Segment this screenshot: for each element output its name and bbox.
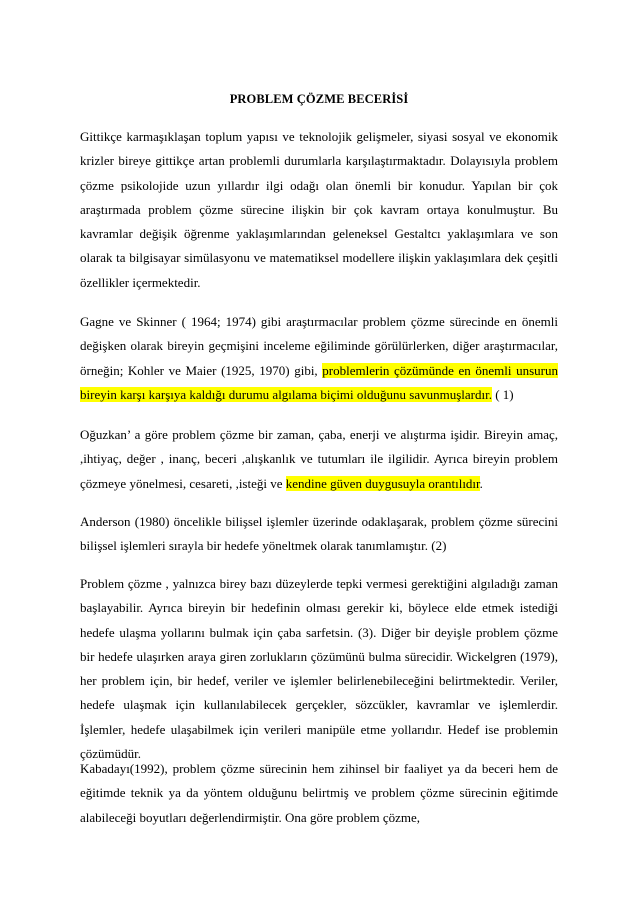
paragraph-2 — [80, 310, 558, 407]
paragraph-3-text: Oğuzkan’ a göre problem çözme bir zaman, çaba, enerji ve alıştırma işidir. Bireyin amaç, ,ihtiyaç, değer , inanç, beceri ,alışkanlık ve tutumları ile ilgilidir. Ayrıca bireyin problem çözmeye yönelmesi, cesareti, ,isteği ve — [80, 427, 558, 491]
paragraph-5: Problem çözme , yalnızca birey bazı düzeylerde tepki vermesi gerektiğini algıladığı zaman başlayabilir. Ayrıca bireyin bir hedefinin olması gerekir ki, böylece elde etmek istediği hedefe ulaşma yollarını bulmak için çaba sarfetsin. (3). Diğer bir deyişle problem çözme bir hedefe ulaşırken araya giren zorlukların çözümünü bulma sürecidir. Wickelgren (1979), her problem için, bir hedef, veriler ve işlemler belirlenebileceğini belirtmektedir. Veriler, hedefe ulaşmak için kullanılabilecek gerçekler, sözcükler, kavramlar ve işlemlerdir. İşlemler, hedefe ulaşabilmek için verileri manipüle etme yollarıdır. Hedef ise problemin çözümüdür. — [80, 576, 558, 762]
page-title: PROBLEM ÇÖZME BECERİSİ — [229, 92, 409, 106]
paragraph-1: Gittikçe karmaşıklaşan toplum yapısı ve teknolojik gelişmeler, siyasi sosyal ve ekonomik krizler bireye gittikçe artan problemli durumlarla karşılaştırmaktadır. Dolayısıyla problem çözme psikolojide uzun yıllardır ilgi odağı olan önemli bir konudur. Yapılan bir çok araştırmada problem çözme sürecine ilişkin bir çok kavram ortaya konulmuştur. Bu kavramlar değişik öğrenme yaklaşımlarından geleneksel Gestaltcı yaklaşımlara ve son olarak ta bilgisayar simülasyonu ve matematiksel modellere ilişkin yaklaşımlara dek çeşitli özellikler içermektedir. — [80, 129, 558, 290]
paragraph-6: Kabadayı(1992), problem çözme sürecinin hem zihinsel bir faaliyet ya da beceri hem de eğitimde teknik ya da yöntem olduğunu belirtmiş ve problem çözme sürecinin eğitimde alabileceği boyutları değerlendirmiştir. Ona göre problem çözme, — [80, 761, 558, 825]
paragraph-3-end: . — [479, 475, 483, 491]
highlighted-text: kendine güven duygusuyla orantılıdır — [285, 475, 480, 491]
highlighted-text: problemlerin çözümünde en önemli unsurun bireyin karşı karşıya kaldığı durumu algılama biçimi olduğunu savunmuşlardır. — [80, 362, 558, 402]
paragraph-2-text: Gagne ve Skinner ( 1964; 1974) gibi araştırmacılar problem çözme sürecinde en önemli değişken olarak bireyin geçmişini inceleme eğiliminde görülürlerken, diğer araştırmacılar, örneğin; Kohler ve Maier (1925, 1970) gibi, — [80, 314, 558, 378]
citation: ( 1) — [491, 386, 514, 402]
paragraph-3 — [80, 423, 558, 496]
paragraph-4: Anderson (1980) öncelikle bilişsel işlemler üzerinde odaklaşarak, problem çözme sürecini bilişsel işlemleri sırayla bir hedefe yöneltmek olarak tanımlamıştır. (2) — [80, 514, 558, 554]
